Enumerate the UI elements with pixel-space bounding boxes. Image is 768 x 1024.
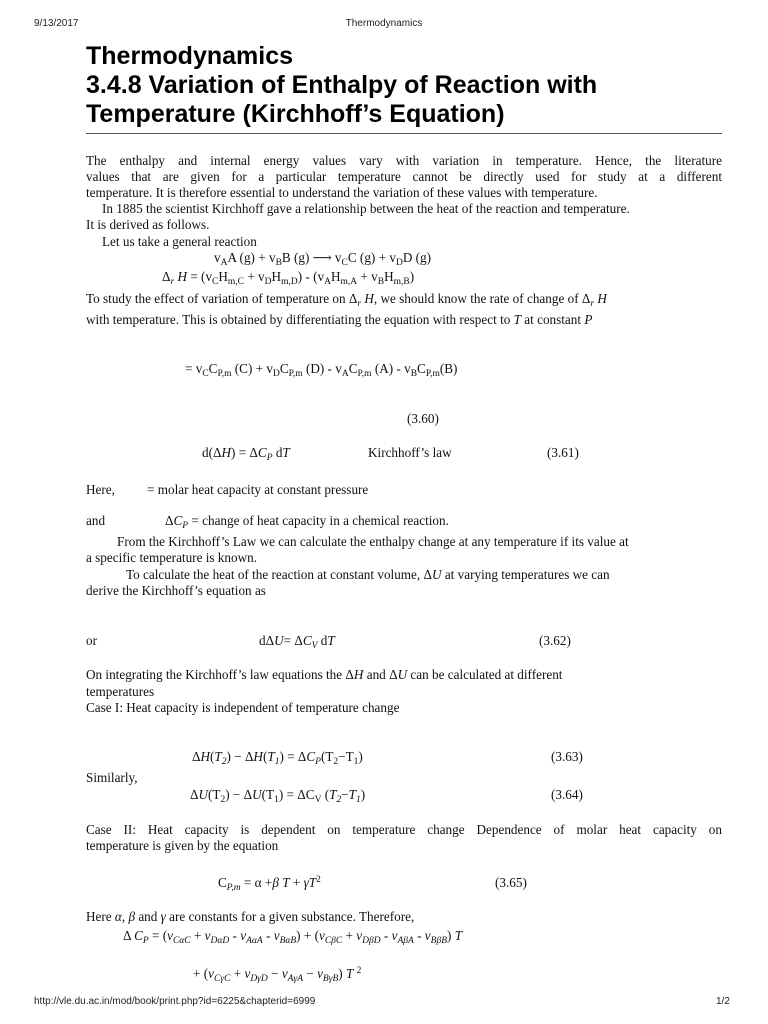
equation-number-3-64: (3.64) (551, 787, 583, 802)
paragraph-6-line-2: derive the Kirchhoff’s equation as (86, 583, 266, 598)
print-url: http://vle.du.ac.in/mod/book/print.php?id=6225&chapterid=6999 (34, 996, 316, 1007)
paragraph-2-line-1: In 1885 the scientist Kirchhoff gave a relationship between the heat of the reaction and temperature. (102, 201, 630, 216)
paragraph-5-line-2: a specific temperature is known. (86, 550, 258, 565)
kirchhoff-law-label: Kirchhoff’s law (368, 445, 452, 460)
paragraph-4-line-2: with temperature. This is obtained by differentiating the equation with respect to T at constant P (86, 312, 593, 327)
paragraph-7-line-1: On integrating the Kirchhoff’s law equations the ΔH and ΔU can be calculated at different (86, 667, 563, 682)
title-line-1: Thermodynamics (86, 42, 294, 70)
print-doc-title: Thermodynamics (345, 18, 423, 29)
heat-capacity-temperature-equation: $C_{P,m} = \alpha +\beta$ $T + \gamma T^2$ (218, 875, 321, 893)
equation-number-3-61: (3.61) (547, 445, 579, 460)
case-2-line-2: temperature is given by the equation (86, 838, 279, 853)
molar-heat-capacity-definition: = molar heat capacity at constant pressure (147, 482, 369, 497)
paragraph-7-text-c: can be calculated at different (407, 667, 563, 682)
internal-energy-equation: $d\Delta U= \Delta C_V$ dT (259, 633, 335, 651)
delta-cp-expansion-line-2: + $(v_{C\gamma C} + v_{D\gamma D} - v_{A\gamma A} - v_{B\gamma B})$ T $^2$ (193, 966, 362, 984)
delta-cp-definition-text: = change of heat capacity in a chemical reaction. (191, 513, 449, 528)
enthalpy-integrated-equation: $\Delta H(T_2) - \Delta H(T_1) = \Delta C_P(T_2-T_1)$ (192, 749, 363, 767)
similarly-label: Similarly, (86, 770, 138, 785)
constants-text-c: are constants for a given substance. Therefore, (165, 909, 415, 924)
case-1-heading: Case I: Heat capacity is independent of temperature change (86, 700, 400, 715)
title-divider (86, 133, 722, 134)
equation-number-3-60: (3.60) (407, 411, 439, 426)
paragraph-6-text-b: at varying temperatures we can (441, 567, 610, 582)
reaction-equation: $v_AA$ $(g) + v_BB$ (g) ⟶ $v_CC$ $(g) + v_DD$ (g) (214, 250, 432, 268)
delta-cp-definition: $\Delta C_P$ = change of heat capacity in a chemical reaction. (165, 513, 449, 531)
equation-number-3-65: (3.65) (495, 875, 527, 890)
enthalpy-of-reaction-equation: $\Delta_r$ $H = (v_CH_{m,C} + v_DH_{m,D}) - (v_AH_{m,A} + v_BH_{m,B})$ (162, 269, 415, 287)
title-line-2: 3.4.8 Variation of Enthalpy of Reaction with (86, 71, 598, 99)
paragraph-4-text-b: , we should know the rate of change of (373, 291, 582, 306)
paragraph-4-line-1: To study the effect of variation of temperature on $\Delta_r$ H, we should know the rate of change of $\Delta_r$ H (86, 291, 607, 309)
print-date: 9/13/2017 (34, 18, 79, 29)
paragraph-7-line-2: temperatures (86, 684, 155, 699)
constants-text-b: and (135, 909, 161, 924)
paragraph-6-text-a: To calculate the heat of the reaction at constant volume, (126, 567, 424, 582)
constants-text-a: Here (86, 909, 115, 924)
constants-sentence: Here α, β and γ are constants for a given substance. Therefore, (86, 909, 415, 924)
paragraph-2-line-2: It is derived as follows. (86, 217, 210, 232)
paragraph-7-text-a: On integrating the Kirchhoff’s law equations the (86, 667, 346, 682)
case-2-line-1: Case II: Heat capacity is dependent on temperature change Dependence of molar heat capacity on (86, 822, 722, 837)
paragraph-1-line-3: temperature. It is therefore essential to understand the variation of these values with temperature. (86, 185, 598, 200)
kirchhoff-law-equation: $d(\Delta H) = \Delta C_P$ dT (202, 445, 290, 463)
derivative-equation: = $v_CC_{P,m}$ $(C) + v_DC_{P,m}$ $(D) - v_AC_{P,m}$ $(A) - v_BC_{P,m}(B)$ (185, 361, 458, 379)
print-page-number: 1/2 (716, 996, 730, 1007)
paragraph-3: Let us take a general reaction (102, 234, 257, 249)
paragraph-4-text-c: with temperature. This is obtained by differentiating the equation with respect to (86, 312, 514, 327)
equation-number-3-63: (3.63) (551, 749, 583, 764)
paragraph-4-text-a: To study the effect of variation of temperature on (86, 291, 349, 306)
page-title (86, 42, 726, 129)
title-line-3: Temperature (Kirchhoff’s Equation) (86, 100, 505, 128)
and-label: and (86, 513, 106, 528)
paragraph-1-line-1: The enthalpy and internal energy values vary with variation in temperature. Hence, the literature (86, 153, 722, 168)
paragraph-5-line-1: From the Kirchhoff’s Law we can calculate the enthalpy change at any temperature if its value at (117, 534, 629, 549)
here-label: Here, (86, 482, 115, 497)
or-label: or (86, 633, 97, 648)
paragraph-7-text-b: and (363, 667, 390, 682)
paragraph-1-line-2: values that are given for a particular temperature cannot be directly used for study at a different (86, 169, 722, 184)
internal-energy-integrated-equation: $\Delta U(T_2) - \Delta U(T_1) = \Delta C_V$ $(T_2-T_1)$ (190, 787, 366, 805)
paragraph-4-text-d: at constant (520, 312, 585, 327)
equation-number-3-62: (3.62) (539, 633, 571, 648)
delta-cp-expansion-line-1: Δ $C_P = (v_{C\alpha C} + v_{D\alpha D} - v_{A\alpha A} - v_{B\alpha B}) + (v_{C\beta C} + v_{D\beta D} - v_{A\beta A} - v_{B\beta B})$ T (123, 928, 463, 946)
paragraph-6-line-1: To calculate the heat of the reaction at constant volume, ΔU at varying temperatures we can (126, 567, 610, 582)
